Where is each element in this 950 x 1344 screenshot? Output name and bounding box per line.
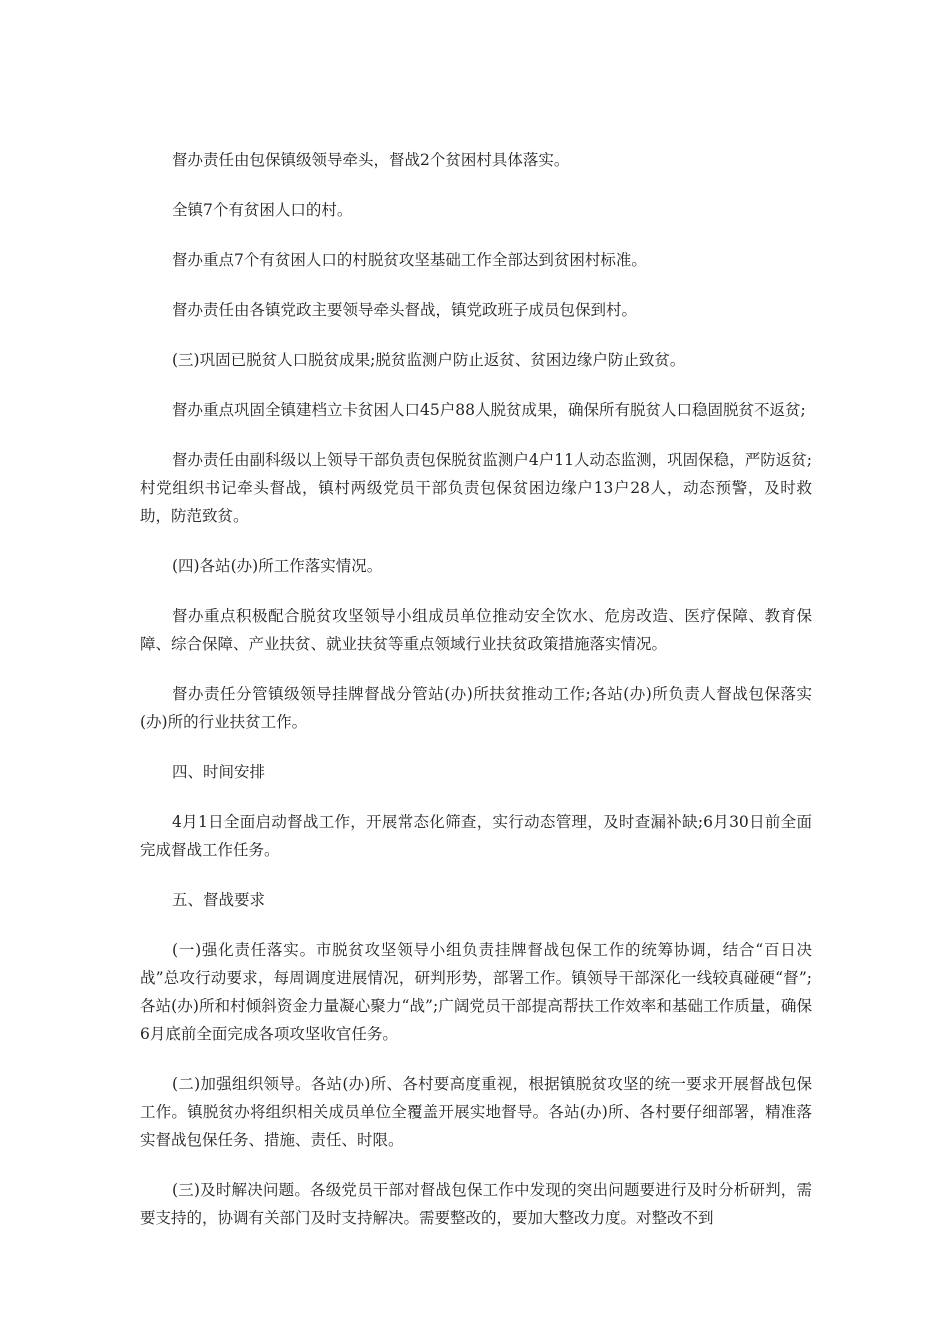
paragraph: (三)巩固已脱贫人口脱贫成果;脱贫监测户防止返贫、贫困边缘户防止致贫。 <box>172 351 686 369</box>
paragraph: 督办责任由副科级以上领导干部负责包保脱贫监测户4户11人动态监测，巩固保稳，严防返贫;村党组织书记牵头督战，镇村两级党员干部负责包保贫困边缘户13户28人，动态预警，及时救助，防范致贫。 <box>140 451 812 525</box>
paragraph: 督办重点积极配合脱贫攻坚领导小组成员单位推动安全饮水、危房改造、医疗保障、教育保障、综合保障、产业扶贫、就业扶贫等重点领域行业扶贫政策措施落实情况。 <box>140 607 812 653</box>
paragraph: 全镇7个有贫困人口的村。 <box>172 201 353 219</box>
document-body <box>140 146 812 1254</box>
paragraph: 4月1日全面启动督战工作，开展常态化筛查，实行动态管理，及时查漏补缺;6月30日前全面完成督战工作任务。 <box>140 813 812 859</box>
paragraph: 督办责任由各镇党政主要领导牵头督战，镇党政班子成员包保到村。 <box>172 301 638 319</box>
paragraph: 督办责任分管镇级领导挂牌督战分管站(办)所扶贫推动工作;各站(办)所负责人督战包保落实(办)所的行业扶贫工作。 <box>140 685 812 731</box>
paragraph: (三)及时解决问题。各级党员干部对督战包保工作中发现的突出问题要进行及时分析研判，需要支持的，协调有关部门及时支持解决。需要整改的，要加大整改力度。对整改不到 <box>140 1181 812 1227</box>
paragraph: (二)加强组织领导。各站(办)所、各村要高度重视，根据镇脱贫攻坚的统一要求开展督战包保工作。镇脱贫办将组织相关成员单位全覆盖开展实地督导。各站(办)所、各村要仔细部署，精准落实督战包保任务、措施、责任、时限。 <box>140 1075 812 1149</box>
paragraph: 督办重点7个有贫困人口的村脱贫攻坚基础工作全部达到贫困村标准。 <box>172 251 647 269</box>
paragraph: 督办责任由包保镇级领导牵头，督战2个贫困村具体落实。 <box>172 151 570 169</box>
section-heading: 五、督战要求 <box>172 891 266 909</box>
paragraph: (一)强化责任落实。市脱贫攻坚领导小组负责挂牌督战包保工作的统筹协调，结合“百日决战”总攻行动要求，每周调度进展情况，研判形势，部署工作。镇领导干部深化一线较真碰硬“督”;各站(办)所和村倾斜资金力量凝心聚力“战”;广阔党员干部提高帮扶工作效率和基础工作质量，确保6月底前全面完成各项攻坚收官任务。 <box>140 941 812 1043</box>
paragraph: (四)各站(办)所工作落实情况。 <box>172 557 383 575</box>
paragraph: 督办重点巩固全镇建档立卡贫困人口45户88人脱贫成果，确保所有脱贫人口稳固脱贫不返贫; <box>172 401 806 419</box>
section-heading: 四、时间安排 <box>172 763 266 781</box>
